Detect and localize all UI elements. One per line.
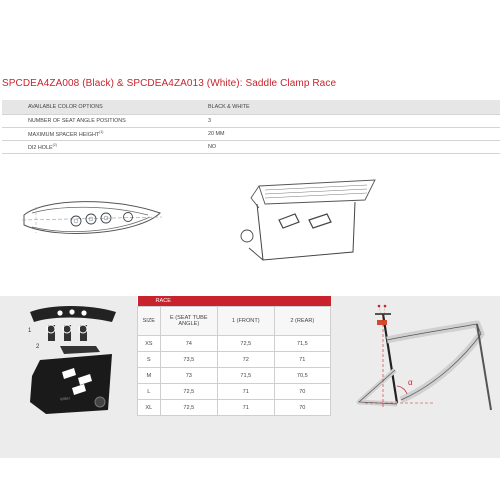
spec-row [2,115,500,128]
table-cell: M [138,368,161,384]
spec-row [2,100,500,115]
table-row [138,336,331,352]
spec-label: DI2 HOLE [28,144,53,151]
column-header: SIZE [138,307,161,336]
table-cell: 72,5 [160,384,217,400]
footnote-mark: (1) [99,130,104,135]
clamp-brand-label: Wilier [59,395,71,402]
clamp-perspective-drawing [235,168,385,268]
clamp-number-2: 2 [36,344,40,350]
page-title: SPCDEA4ZA008 (Black) & SPCDEA4ZA013 (White): Saddle Clamp Race [2,78,337,89]
table-cell: 72,5 [160,400,217,416]
spec-label-cell [2,141,208,154]
spec-row [2,128,500,141]
table-cell: 72 [218,352,275,368]
race-table-header-row [138,307,331,336]
race-table-heading: RACE [138,296,331,307]
race-table-heading-row [138,296,331,307]
spec-value: 3 [208,115,500,128]
clamp-top-view-drawing [20,193,165,248]
table-cell: XS [138,336,161,352]
table-cell: 71 [274,352,330,368]
table-cell: 70 [274,384,330,400]
spec-value: NO [208,141,500,154]
column-header: E (SEAT TUBE ANGLE) [160,307,217,336]
table-row [138,352,331,368]
table-cell: 70 [274,400,330,416]
spec-label: AVAILABLE COLOR OPTIONS [2,100,208,115]
table-cell: 71,5 [218,368,275,384]
spec-label: MAXIMUM SPACER HEIGHT [28,131,100,138]
clamp-assembly-drawing [20,298,130,416]
table-cell: 73 [160,368,217,384]
footnote-mark: (2) [52,143,57,148]
spec-value: BLACK & WHITE [208,100,500,115]
table-cell: 71,5 [274,336,330,352]
table-cell: 71 [218,384,275,400]
clamp-number-1: 1 [28,328,32,334]
table-cell: 70,5 [274,368,330,384]
table-row [138,368,331,384]
column-header: 1 (FRONT) [218,307,275,336]
spec-label: NUMBER OF SEAT ANGLE POSITIONS [2,115,208,128]
spec-row [2,141,500,154]
table-cell: 72,5 [218,336,275,352]
bike-frame-drawing [345,300,495,415]
table-cell: 73,5 [160,352,217,368]
table-row [138,400,331,416]
spec-label-cell [2,128,208,141]
race-geometry-table [137,296,331,416]
angle-label: α [408,378,413,387]
table-cell: XL [138,400,161,416]
table-row [138,384,331,400]
table-cell: S [138,352,161,368]
table-cell: 74 [160,336,217,352]
spec-table [2,100,500,154]
table-cell: 71 [218,400,275,416]
table-cell: L [138,384,161,400]
column-header: 2 (REAR) [274,307,330,336]
spec-value: 20 MM [208,128,500,141]
